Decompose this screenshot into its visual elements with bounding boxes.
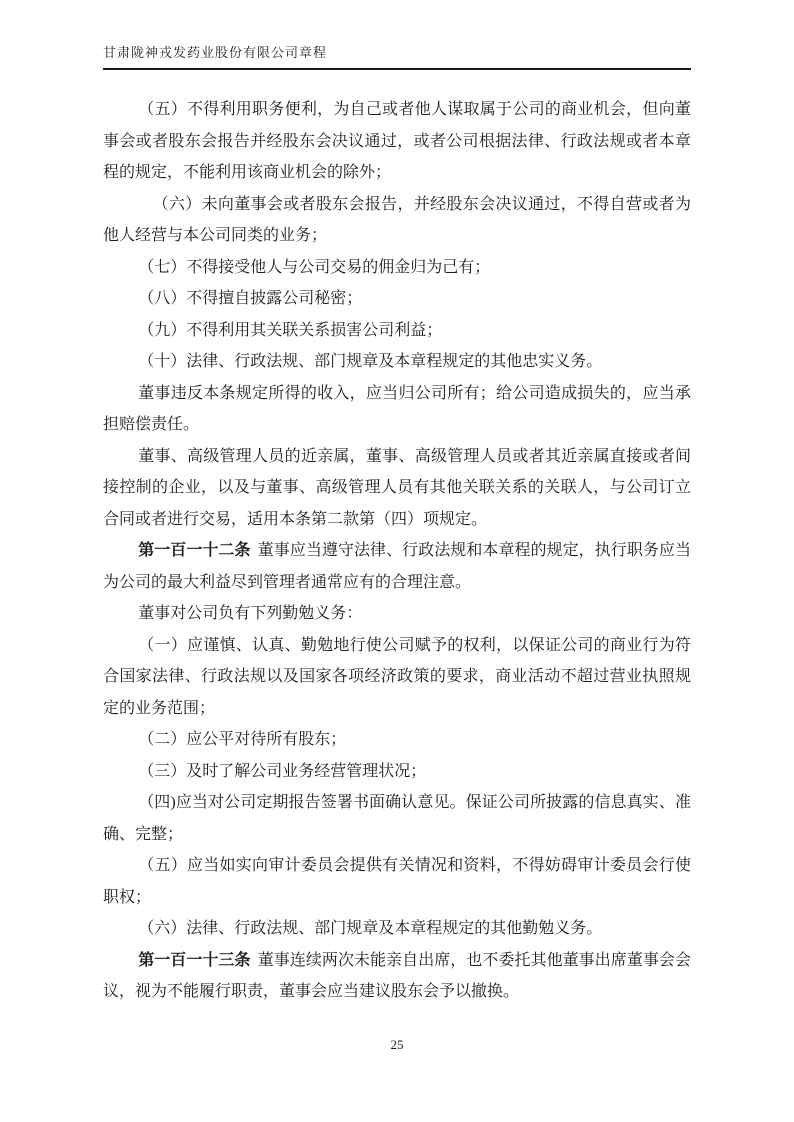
document-body [103, 94, 691, 1008]
paragraph-text: 董事违反本条规定所得的收入，应当归公司所有；给公司造成损失的，应当承担赔偿责任。 [103, 384, 691, 433]
paragraph [103, 189, 691, 252]
paragraph [103, 283, 691, 315]
paragraph-text: （五）应当如实向审计委员会提供有关情况和资料，不得妨碍审计委员会行使职权； [103, 857, 691, 906]
paragraph-text: （三）及时了解公司业务经营管理状况； [138, 762, 427, 780]
paragraph-text: （九）不得利用其关联关系损害公司利益； [138, 321, 443, 339]
paragraph-text: （六）法律、行政法规、部门规章及本章程规定的其他勤勉义务。 [138, 920, 603, 937]
paragraph-text: （八）不得擅自披露公司秘密； [138, 290, 363, 307]
paragraph [103, 913, 691, 945]
page-header [103, 42, 691, 70]
paragraph [103, 315, 691, 347]
paragraph [103, 94, 691, 189]
paragraph [103, 787, 691, 850]
article-number: 第一百一十二条 [138, 542, 251, 559]
paragraph [103, 535, 691, 598]
paragraph-text: 董事对公司负有下列勤勉义务： [138, 605, 363, 622]
paragraph [103, 252, 691, 284]
paragraph [103, 945, 691, 1008]
page-number: 25 [390, 1037, 404, 1052]
paragraph [103, 630, 691, 725]
paragraph-text: （七）不得接受他人与公司交易的佣金归为己有； [138, 258, 491, 276]
paragraph [103, 346, 691, 378]
paragraph-text: （一）应谨慎、认真、勤勉地行使公司赋予的权利，以保证公司的商业行为符合国家法律、行政法规以及国家各项经济政策的要求，商业活动不超过营业执照规定的业务范围； [103, 636, 691, 717]
paragraph-text: 董事连续两次未能亲自出席，也不委托其他董事出席董事会会议，视为不能履行职责，董事会应当建议股东会予以撤换。 [103, 951, 691, 1000]
paragraph-text: 董事、高级管理人员的近亲属，董事、高级管理人员或者其近亲属直接或者间接控制的企业，以及与董事、高级管理人员有其他关联关系的关联人，与公司订立合同或者进行交易，适用本条第二款第（四）项规定。 [103, 447, 691, 528]
paragraph-text: 董事应当遵守法律、行政法规和本章程的规定，执行职务应当为公司的最大利益尽到管理者通常应有的合理注意。 [103, 542, 691, 591]
document-title: 甘肃陇神戎发药业股份有限公司章程 [103, 45, 328, 60]
paragraph [103, 598, 691, 630]
paragraph-text: （六）未向董事会或者股东会报告，并经股东会决议通过，不得自营或者为他人经营与本公司同类的业务； [103, 195, 691, 244]
page-footer [0, 1036, 794, 1054]
paragraph-text: （四)应当对公司定期报告签署书面确认意见。保证公司所披露的信息真实、准确、完整； [103, 794, 691, 843]
paragraph [103, 756, 691, 788]
paragraph [103, 441, 691, 536]
paragraph [103, 850, 691, 913]
paragraph-text: （十）法律、行政法规、部门规章及本章程规定的其他忠实义务。 [138, 353, 603, 370]
paragraph-text: （五）不得利用职务便利，为自己或者他人谋取属于公司的商业机会，但向董事会或者股东会报告并经股东会决议通过，或者公司根据法律、行政法规或者本章程的规定，不能利用该商业机会的除外； [103, 101, 691, 181]
header-rule [103, 68, 691, 70]
paragraph-text: （二）应公平对待所有股东； [138, 731, 347, 748]
article-number: 第一百一十三条 [138, 951, 251, 969]
paragraph [103, 378, 691, 441]
paragraph [103, 724, 691, 756]
